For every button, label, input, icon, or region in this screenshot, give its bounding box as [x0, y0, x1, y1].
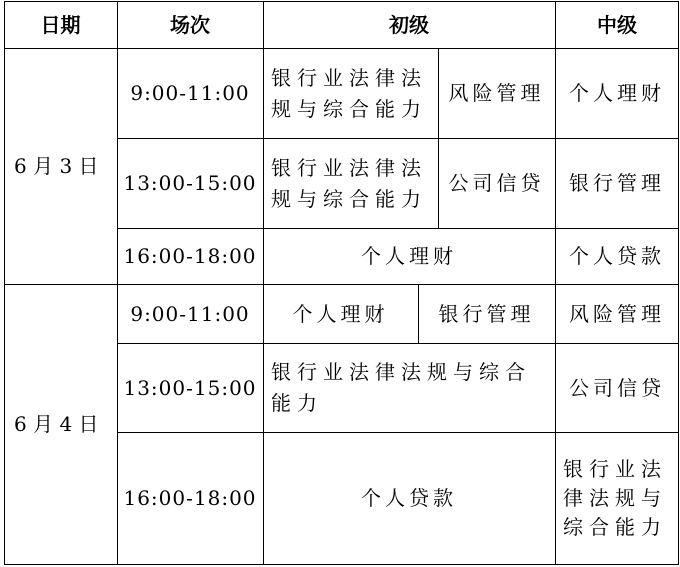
session-time: 13:00-15:00 [123, 375, 257, 400]
header-junior: 初级 [389, 12, 429, 37]
junior-subject: 银行业法律法规与综合能力 [271, 65, 427, 121]
junior-subject: 个人贷款 [361, 486, 457, 510]
intermediate-subject: 个人理财 [569, 81, 665, 105]
session-time: 9:00-11:00 [130, 81, 250, 105]
junior-subject: 个人理财 [292, 301, 389, 326]
header-date: 日期 [40, 12, 81, 37]
intermediate-subject: 风险管理 [569, 301, 665, 326]
session-time: 9:00-11:00 [130, 301, 250, 326]
intermediate-subject: 公司信贷 [569, 375, 665, 400]
junior-subject: 银行业法律法规与综合能力 [271, 155, 427, 211]
header-intermediate: 中级 [597, 12, 637, 37]
session-time: 16:00-18:00 [123, 244, 257, 268]
intermediate-subject: 银行管理 [569, 171, 665, 195]
intermediate-subject: 银行业法律法规与综合能力 [563, 457, 667, 539]
session-time: 16:00-18:00 [123, 486, 257, 510]
junior-subject: 银行业法律法规与综合能力 [271, 360, 531, 415]
date-cell: 6 月 4 日 [14, 412, 99, 436]
header-session: 场次 [170, 12, 210, 37]
date-cell: 6 月 3 日 [14, 154, 99, 178]
intermediate-subject: 个人贷款 [569, 244, 665, 268]
session-time: 13:00-15:00 [123, 171, 257, 195]
junior-subject: 风险管理 [448, 81, 545, 105]
junior-subject: 公司信贷 [448, 171, 545, 195]
junior-subject: 个人理财 [361, 244, 457, 268]
junior-subject: 银行管理 [438, 301, 535, 326]
